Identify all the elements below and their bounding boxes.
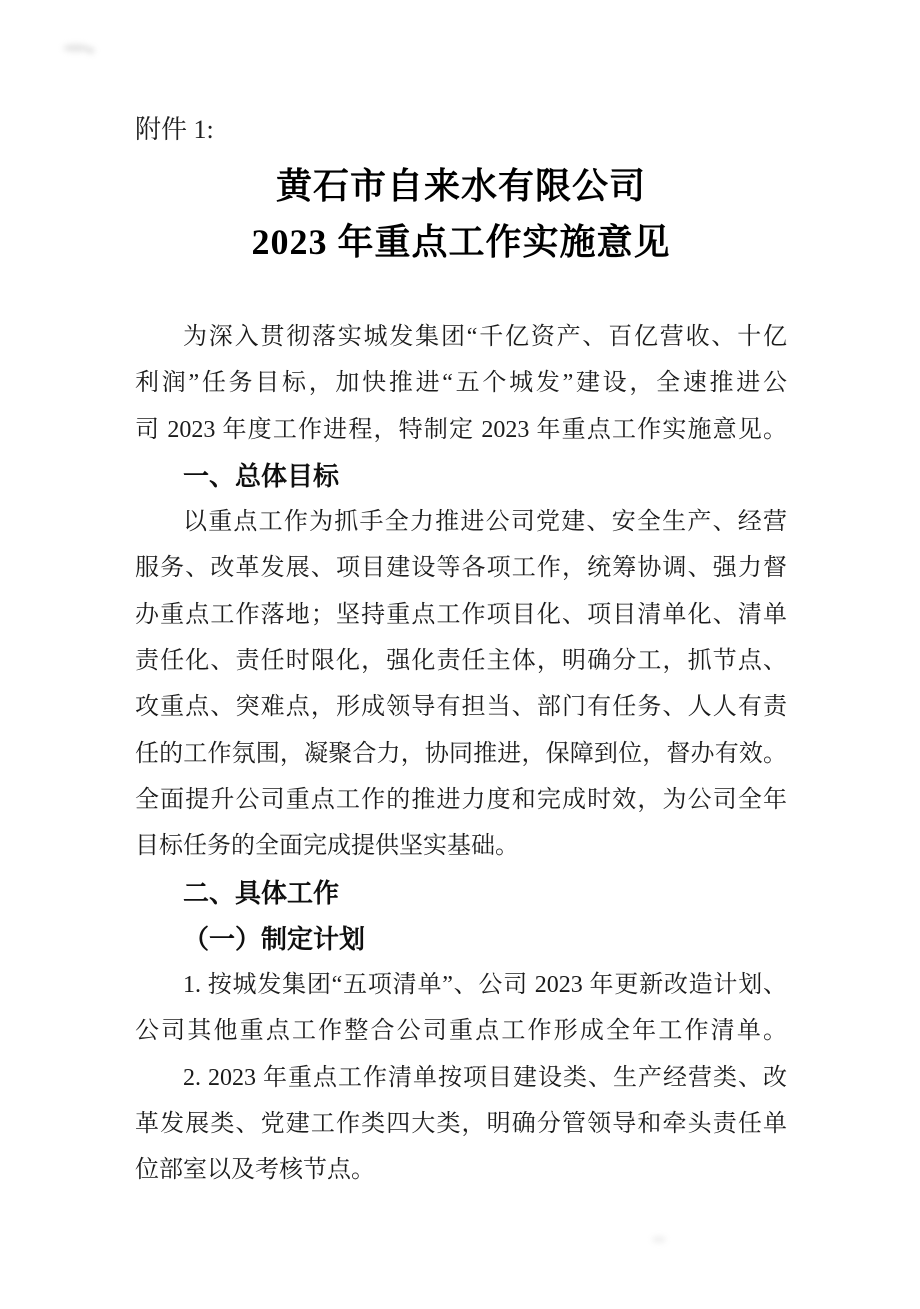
body-line: 革发展类、党建工作类四大类，明确分管领导和牵头责任单 [135, 1111, 787, 1138]
section-heading: 一、总体目标 [183, 460, 340, 491]
body-line: 服务、改革发展、项目建设等各项工作，统筹协调、强力督 [135, 555, 787, 582]
body-line: 利润”任务目标，加快推进“五个城发”建设，全速推进公 [135, 370, 787, 397]
body-line: 攻重点、突难点，形成领导有担当、部门有任务、人人有责 [135, 694, 787, 721]
scan-smudge [86, 47, 95, 54]
document-content [135, 110, 787, 1194]
body-line: 位部室以及考核节点。 [135, 1157, 375, 1184]
body-line: 办重点工作落地；坚持重点工作项目化、项目清单化、清单 [135, 601, 787, 628]
document-body [135, 314, 787, 1194]
document-title-line2: 2023 年重点工作实施意见 [251, 222, 671, 262]
body-line: 任的工作氛围，凝聚合力，协同推进，保障到位，督办有效。 [135, 740, 787, 767]
body-line: 2. 2023 年重点工作清单按项目建设类、生产经营类、改 [183, 1064, 787, 1091]
body-line: 公司其他重点工作整合公司重点工作形成全年工作清单。 [135, 1018, 787, 1045]
attachment-label: 附件 1: [135, 115, 214, 144]
body-line: 1. 按城发集团“五项清单”、公司 2023 年更新改造计划、 [183, 972, 787, 999]
body-line: 责任化、责任时限化，强化责任主体，明确分工，抓节点、 [135, 648, 787, 675]
body-line: 为深入贯彻落实城发集团“千亿资产、百亿营收、十亿 [183, 324, 787, 350]
sub-section-heading: （一）制定计划 [183, 923, 366, 954]
body-line: 司 2023 年度工作进程，特制定 2023 年重点工作实施意见。 [135, 416, 787, 443]
section-heading: 二、具体工作 [183, 877, 340, 908]
scan-smudge [652, 1236, 666, 1243]
body-line: 以重点工作为抓手全力推进公司党建、安全生产、经营 [183, 509, 787, 536]
body-line: 目标任务的全面完成提供坚实基础。 [135, 833, 519, 860]
body-line: 全面提升公司重点工作的推进力度和完成时效，为公司全年 [135, 786, 787, 813]
document-title-line1: 黄石市自来水有限公司 [275, 166, 646, 206]
